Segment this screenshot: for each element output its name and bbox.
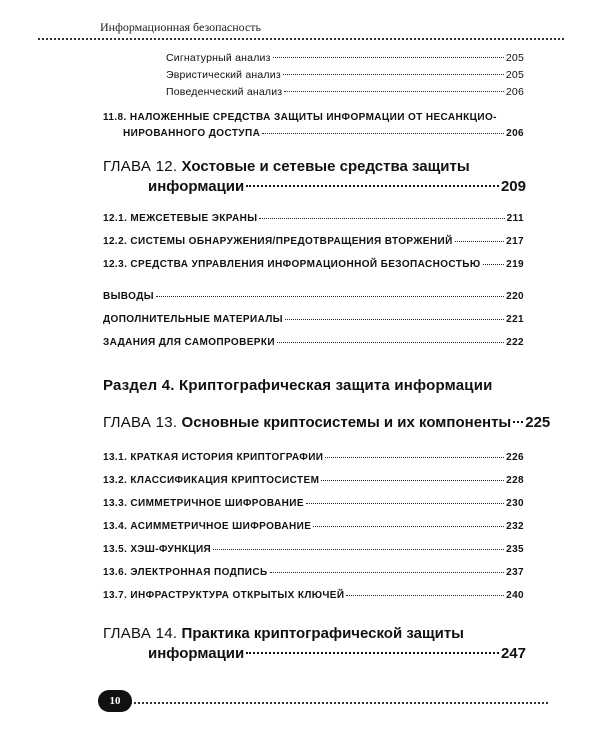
dot-leader: [313, 526, 504, 527]
toc-entry-page: 211: [506, 213, 524, 224]
chapter-title: Практика криптографической защиты: [181, 625, 464, 642]
toc-entry-page: 219: [506, 259, 524, 270]
toc-entry[interactable]: [103, 521, 524, 532]
dot-leader: [321, 480, 504, 481]
toc-entry-11-8-line2[interactable]: [123, 128, 524, 139]
toc-entry-page: 235: [506, 544, 524, 555]
toc-entry-title: ДОПОЛНИТЕЛЬНЫЕ МАТЕРИАЛЫ: [103, 314, 283, 325]
toc-entry-page: 205: [505, 52, 524, 64]
toc-entry-page: 222: [506, 337, 524, 348]
toc-entry[interactable]: [103, 544, 524, 555]
dot-leader: [213, 549, 504, 550]
dot-leader: [306, 503, 504, 504]
dot-leader: [156, 296, 504, 297]
toc-entry-page: 206: [505, 86, 524, 98]
dot-leader: [270, 572, 505, 573]
toc-entry-page: 237: [506, 567, 524, 578]
toc-entry[interactable]: [166, 52, 524, 64]
toc-entry-title: 13.7. ИНФРАСТРУКТУРА ОТКРЫТЫХ КЛЮЧЕЙ: [103, 590, 345, 601]
toc-entry[interactable]: [103, 452, 524, 463]
toc-entry-page: 206: [506, 128, 524, 139]
toc-entry[interactable]: [103, 259, 524, 270]
toc-entry-title: Сигнатурный анализ: [166, 52, 271, 64]
part-4-title[interactable]: Раздел 4. Криптографическая защита информации: [103, 377, 493, 394]
toc-entry-page: 217: [506, 236, 524, 247]
chapter-title-cont: информации: [148, 178, 245, 195]
toc-entry-title: 13.1. КРАТКАЯ ИСТОРИЯ КРИПТОГРАФИИ: [103, 452, 324, 463]
toc-entry-title: 13.4. АСИММЕТРИЧНОЕ ШИФРОВАНИЕ: [103, 521, 312, 532]
dot-leader: [262, 133, 504, 134]
chapter-prefix: ГЛАВА 14.: [103, 625, 178, 642]
footer-divider: [130, 702, 548, 704]
toc-entry-title: 13.2. КЛАССИФИКАЦИЯ КРИПТОСИСТЕМ: [103, 475, 320, 486]
toc-entry-page: 240: [506, 590, 524, 601]
dot-leader: [277, 342, 504, 343]
toc-entry-title: 12.3. СРЕДСТВА УПРАВЛЕНИЯ ИНФОРМАЦИОННОЙ БЕЗОПАСНОСТЬЮ: [103, 259, 481, 270]
chapter-page: 209: [500, 178, 526, 195]
toc-entry[interactable]: [103, 213, 524, 224]
chapter-12-title-line2[interactable]: [148, 178, 526, 195]
toc-entry[interactable]: [103, 590, 524, 601]
toc-entry[interactable]: [103, 291, 524, 302]
dot-leader: [513, 421, 523, 423]
chapter-page: 225: [525, 414, 551, 431]
chapter-prefix: ГЛАВА 13.: [103, 414, 178, 431]
toc-entry[interactable]: [166, 69, 524, 81]
toc-entry-title-cont: НИРОВАННОГО ДОСТУПА: [123, 128, 261, 139]
chapter-page: 247: [500, 645, 526, 662]
toc-entry-title: ВЫВОДЫ: [103, 291, 154, 302]
toc-entry-title: ЗАДАНИЯ ДЛЯ САМОПРОВЕРКИ: [103, 337, 275, 348]
toc-entry-title: 11.8. НАЛОЖЕННЫЕ СРЕДСТВА ЗАЩИТЫ ИНФОРМАЦИИ ОТ НЕСАНКЦИО-: [103, 112, 497, 123]
dot-leader: [346, 595, 504, 596]
toc-entry[interactable]: [103, 337, 524, 348]
toc-entry-page: 221: [506, 314, 524, 325]
dot-leader: [284, 91, 504, 92]
toc-entry-title: Эвристический анализ: [166, 69, 281, 81]
dot-leader: [273, 57, 504, 58]
toc-entry[interactable]: [103, 567, 524, 578]
dot-leader: [483, 264, 505, 265]
toc-entry[interactable]: [103, 498, 524, 509]
toc-entry[interactable]: [103, 236, 524, 247]
dot-leader: [246, 185, 499, 187]
chapter-13-title[interactable]: [103, 414, 551, 431]
toc-entry-title: Поведенческий анализ: [166, 86, 283, 98]
toc-entry-title: 13.3. СИММЕТРИЧНОЕ ШИФРОВАНИЕ: [103, 498, 304, 509]
chapter-title: Основные криптосистемы и их компоненты: [181, 414, 512, 431]
chapter-title-cont: информации: [148, 645, 245, 662]
dot-leader: [283, 74, 504, 75]
dot-leader: [285, 319, 504, 320]
toc-entry-page: 232: [506, 521, 524, 532]
toc-entry-title: 12.2. СИСТЕМЫ ОБНАРУЖЕНИЯ/ПРЕДОТВРАЩЕНИЯ ВТОРЖЕНИЙ: [103, 236, 453, 247]
dot-leader: [455, 241, 504, 242]
toc-entry-page: 220: [506, 291, 524, 302]
chapter-14-title-line2[interactable]: [148, 645, 526, 662]
toc-entry-title: 13.5. ХЭШ-ФУНКЦИЯ: [103, 544, 212, 555]
toc-entry-page: 226: [506, 452, 524, 463]
toc-entry-page: 228: [506, 475, 524, 486]
dot-leader: [259, 218, 504, 219]
toc-entry-title: 13.6. ЭЛЕКТРОННАЯ ПОДПИСЬ: [103, 567, 268, 578]
page-number-badge: 10: [98, 690, 132, 712]
chapter-14-title-line1[interactable]: [103, 625, 526, 642]
toc-entry[interactable]: [103, 314, 524, 325]
toc-entry-title: 12.1. МЕЖСЕТЕВЫЕ ЭКРАНЫ: [103, 213, 258, 224]
dot-leader: [325, 457, 504, 458]
toc-entry[interactable]: [103, 475, 524, 486]
chapter-prefix: ГЛАВА 12.: [103, 158, 178, 175]
chapter-12-title-line1[interactable]: [103, 158, 526, 175]
toc-entry-page: 230: [506, 498, 524, 509]
chapter-title: Хостовые и сетевые средства защиты: [181, 158, 470, 175]
running-header: Информационная безопасность: [100, 20, 261, 34]
toc-entry-page: 205: [505, 69, 524, 81]
toc-entry[interactable]: [166, 86, 524, 98]
toc-entry-11-8-line1[interactable]: [103, 112, 524, 123]
dot-leader: [246, 652, 499, 654]
